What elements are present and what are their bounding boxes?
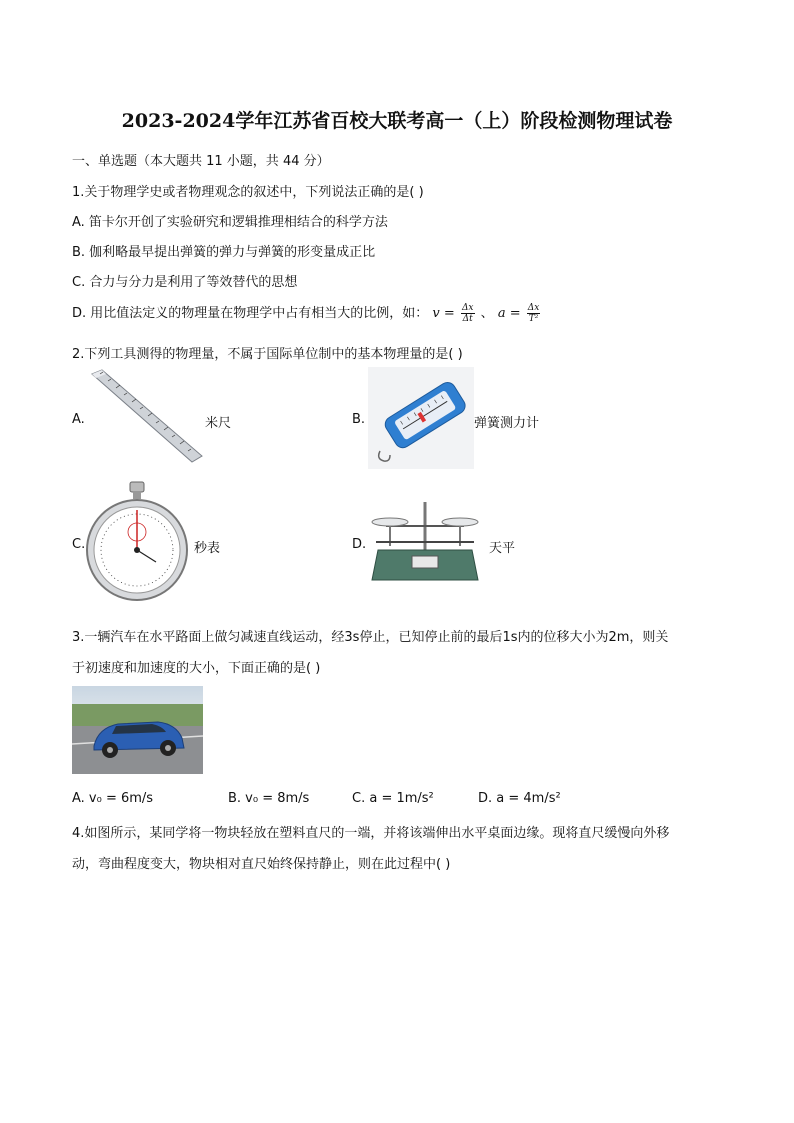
q1-formula-v: v =: [432, 306, 455, 321]
q1-option-b: B. 伽利略最早提出弹簧的弹力与弹簧的形变量成正比: [72, 245, 376, 260]
q1-fraction-a-den: T²: [528, 314, 539, 324]
q2-option-d-letter: D.: [352, 537, 367, 552]
q3-option-b: B. v₀ = 8m/s: [228, 791, 310, 806]
stopwatch-image: [86, 480, 190, 606]
q1-option-d: [72, 302, 542, 324]
section-heading: 一、单选题（本大题共 11 小题，共 44 分）: [72, 154, 330, 169]
q2-option-c-letter: C.: [72, 537, 86, 552]
q1-fraction-a: [527, 303, 541, 324]
q1-fraction-v: [461, 303, 475, 324]
q3-option-d: D. a = 4m/s²: [478, 791, 561, 806]
q1-formula-a: a =: [497, 306, 521, 321]
q4-stem-line-1: 4.如图所示，某同学将一物块轻放在塑料直尺的一端，并将该端伸出水平桌面边缘。现将直尺缓慢向外移: [72, 826, 670, 841]
q2-stem: 2.下列工具测得的物理量，不属于国际单位制中的基本物理量的是( ): [72, 347, 463, 362]
q3-stem-line-2: 于初速度和加速度的大小，下面正确的是( ): [72, 661, 321, 676]
q4-stem-line-2: 动，弯曲程度变大，物块相对直尺始终保持静止，则在此过程中( ): [72, 857, 451, 872]
q2-option-a-letter: A.: [72, 412, 85, 427]
q2-option-b-letter: B.: [352, 412, 366, 427]
q2-option-d-label: 天平: [489, 541, 516, 556]
q2-option-b-label: 弹簧测力计: [474, 416, 540, 431]
q1-formula-separator: 、: [480, 306, 494, 321]
q2-option-a-label: 米尺: [205, 416, 232, 431]
q1-stem: 1.关于物理学史或者物理观念的叙述中，下列说法正确的是( ): [72, 185, 424, 200]
q2-option-c-label: 秒表: [194, 541, 221, 556]
q3-option-c: C. a = 1m/s²: [352, 791, 434, 806]
q1-option-c: C. 合力与分力是利用了等效替代的思想: [72, 275, 298, 290]
page-title: 2023-2024学年江苏省百校大联考高一（上）阶段检测物理试卷: [121, 110, 673, 132]
meter-ruler-image: [86, 368, 206, 464]
car-photo-image: [72, 686, 203, 774]
q1-option-a: A. 笛卡尔开创了实验研究和逻辑推理相结合的科学方法: [72, 215, 388, 230]
q1-fraction-v-den: Δt: [462, 314, 473, 324]
spring-scale-image: [368, 367, 474, 469]
q1-fraction-v-num: Δx: [461, 303, 474, 313]
balance-scale-image: [368, 496, 482, 586]
q3-option-a: A. v₀ = 6m/s: [72, 791, 154, 806]
q1-option-d-text: D. 用比值法定义的物理量在物理学中占有相当大的比例，如：: [72, 306, 429, 321]
q3-stem-line-1: 3.一辆汽车在水平路面上做匀减速直线运动，经3s停止，已知停止前的最后1s内的位移大小为2m，则关: [72, 630, 669, 645]
q1-fraction-a-num: Δx: [527, 303, 540, 313]
